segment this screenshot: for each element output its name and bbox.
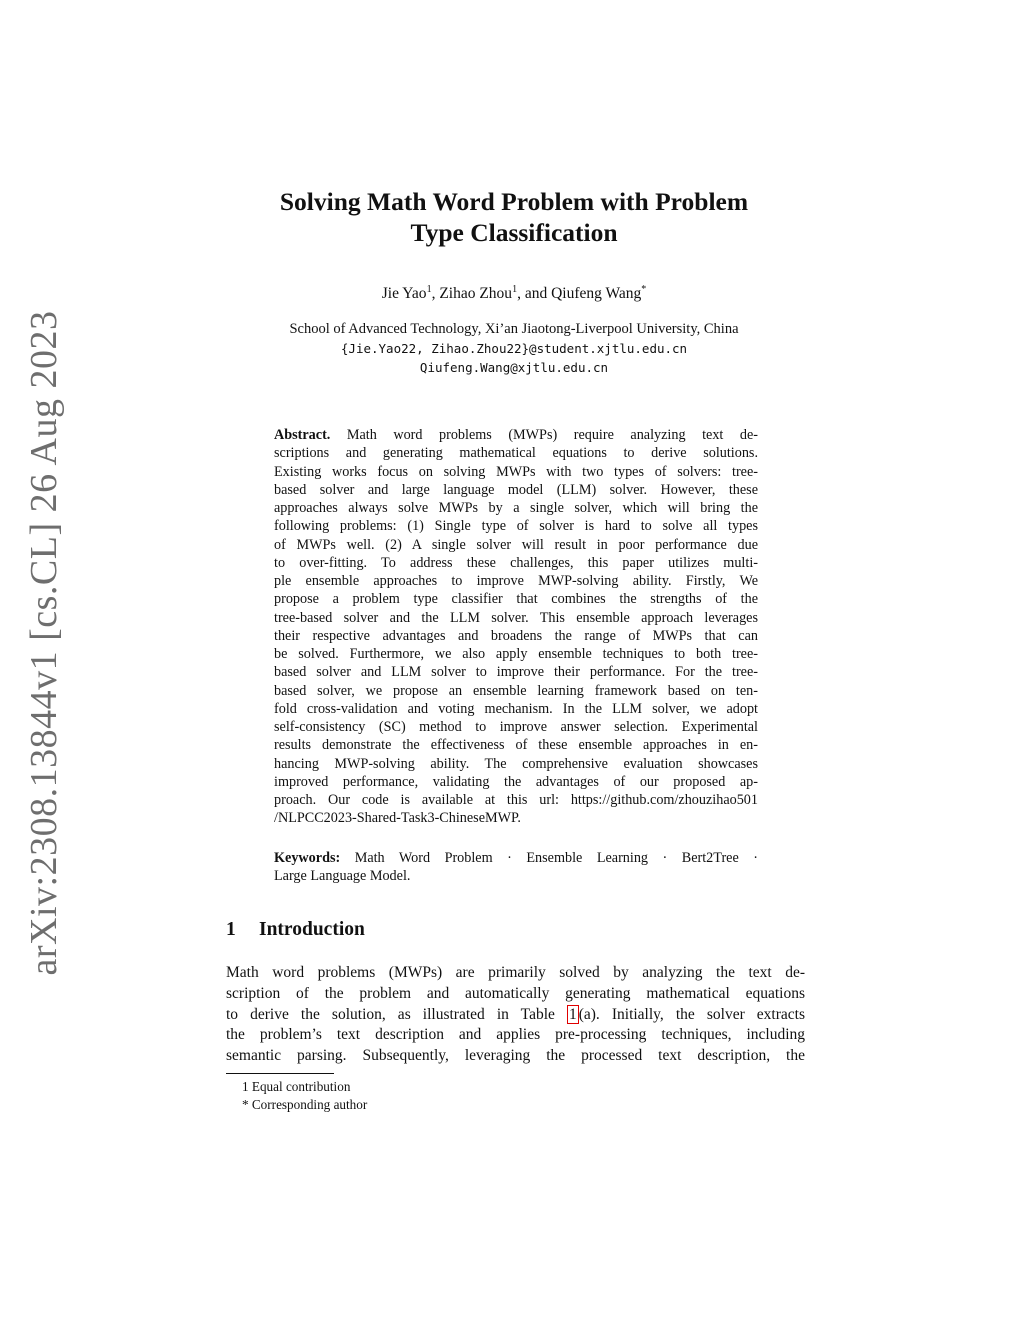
- abstract-line: proach. Our code is available at this url: https://github.com/zhouzihao501: [274, 792, 758, 808]
- author-separator: ,: [431, 285, 440, 303]
- body-text: (a). Initially, the solver extracts: [578, 1005, 805, 1023]
- abstract-line: based solver and LLM solver to improve their performance. For the tree-: [274, 664, 758, 681]
- keywords-label: Keywords:: [274, 850, 341, 866]
- body-line: Math word problems (MWPs) are primarily solved by analyzing the text de-: [226, 964, 805, 981]
- abstract-line: self-consistency (SC) method to improve answer selection. Experimental: [274, 719, 758, 735]
- body-line: semantic parsing. Subsequently, leveraging the processed text description, the: [226, 1047, 805, 1065]
- abstract-line: [274, 426, 758, 444]
- section-title: Introduction: [259, 919, 365, 940]
- section-number: 1: [226, 919, 236, 940]
- abstract-line: Existing works focus on solving MWPs with two types of solvers: tree-: [274, 463, 758, 480]
- abstract-line: fold cross-validation and voting mechanism. In the LLM solver, we adopt: [274, 700, 758, 717]
- abstract-line: based solver and large language model (LLM) solver. However, these: [274, 481, 758, 498]
- author-list: [214, 284, 814, 303]
- abstract-line: approaches always solve MWPs by a single solver, which will bring the: [274, 500, 758, 516]
- keywords-text: Math Word Problem · Ensemble Learning · Bert2Tree ·: [340, 850, 758, 866]
- author-name: Jie Yao: [381, 285, 427, 303]
- footnotes: [242, 1078, 367, 1114]
- intro-paragraph: [226, 963, 805, 1067]
- abstract: [274, 426, 758, 828]
- abstract-line: their respective advantages and broadens the range of MWPs that can: [274, 627, 758, 644]
- body-line: the problem’s text description and applies pre-processing techniques, including: [226, 1026, 805, 1044]
- title-line: Solving Math Word Problem with Problem: [279, 187, 749, 216]
- author-name: Qiufeng Wang: [551, 285, 642, 303]
- table-ref-link[interactable]: 1: [568, 1005, 577, 1023]
- author-separator: , and: [517, 285, 552, 303]
- abstract-line: /NLPCC2023-Shared-Task3-ChineseMWP.: [274, 810, 521, 827]
- body-line: scription of the problem and automatically generating mathematical equations: [226, 984, 805, 1002]
- abstract-line: ple ensemble approaches to improve MWP-solving ability. Firstly, We: [274, 573, 758, 589]
- paper-title: [214, 186, 814, 248]
- body-text: to derive the solution, as illustrated in Table: [226, 1005, 567, 1023]
- abstract-line: hancing MWP-solving ability. The comprehensive evaluation showcases: [274, 755, 758, 772]
- keywords: [274, 849, 758, 886]
- abstract-line: improved performance, validating the advantages of our proposed ap-: [274, 773, 758, 790]
- body-line: [226, 1005, 805, 1026]
- abstract-line: results demonstrate the effectiveness of these ensemble approaches in en-: [274, 737, 758, 754]
- abstract-line: of MWPs well. (2) A single solver will result in poor performance due: [274, 536, 758, 553]
- author-affil-mark: 1: [512, 284, 518, 295]
- section-heading: [226, 919, 365, 941]
- keywords-line: [274, 849, 758, 867]
- footnote: 1 Equal contribution: [242, 1079, 351, 1094]
- abstract-line: propose a problem type classifier that combines the strengths of the: [274, 591, 758, 608]
- abstract-label: Abstract.: [274, 427, 331, 443]
- affiliation-block: [214, 320, 814, 377]
- abstract-line: tree-based solver and the LLM solver. This ensemble approach leverages: [274, 609, 758, 626]
- email-line[interactable]: Qiufeng.Wang@xjtlu.edu.cn: [419, 360, 609, 375]
- author-affil-mark: 1: [426, 284, 432, 295]
- author-affil-mark: *: [641, 284, 647, 295]
- title-line: Type Classification: [410, 218, 618, 247]
- abstract-text: Math word problems (MWPs) require analyzing text de-: [330, 427, 758, 443]
- author-name: Zihao Zhou: [439, 285, 513, 303]
- email-line[interactable]: {Jie.Yao22, Zihao.Zhou22}@student.xjtlu.edu.cn: [340, 341, 688, 356]
- institution: School of Advanced Technology, Xi’an Jiaotong-Liverpool University, China: [289, 321, 739, 337]
- footnote-rule: [226, 1073, 334, 1074]
- abstract-line: be solved. Furthermore, we also apply ensemble techniques to both tree-: [274, 646, 758, 662]
- abstract-line: following problems: (1) Single type of solver is hard to solve all types: [274, 518, 758, 535]
- abstract-line: based solver, we propose an ensemble learning framework based on ten-: [274, 682, 758, 699]
- keywords-line: Large Language Model.: [274, 868, 411, 885]
- footnote: * Corresponding author: [242, 1097, 368, 1112]
- abstract-line: scriptions and generating mathematical equations to derive solutions.: [274, 445, 758, 462]
- abstract-line: to over-fitting. To address these challenges, this paper utilizes multi-: [274, 554, 758, 571]
- arxiv-identifier: arXiv:2308.13844v1 [cs.CL] 26 Aug 2023: [23, 310, 65, 976]
